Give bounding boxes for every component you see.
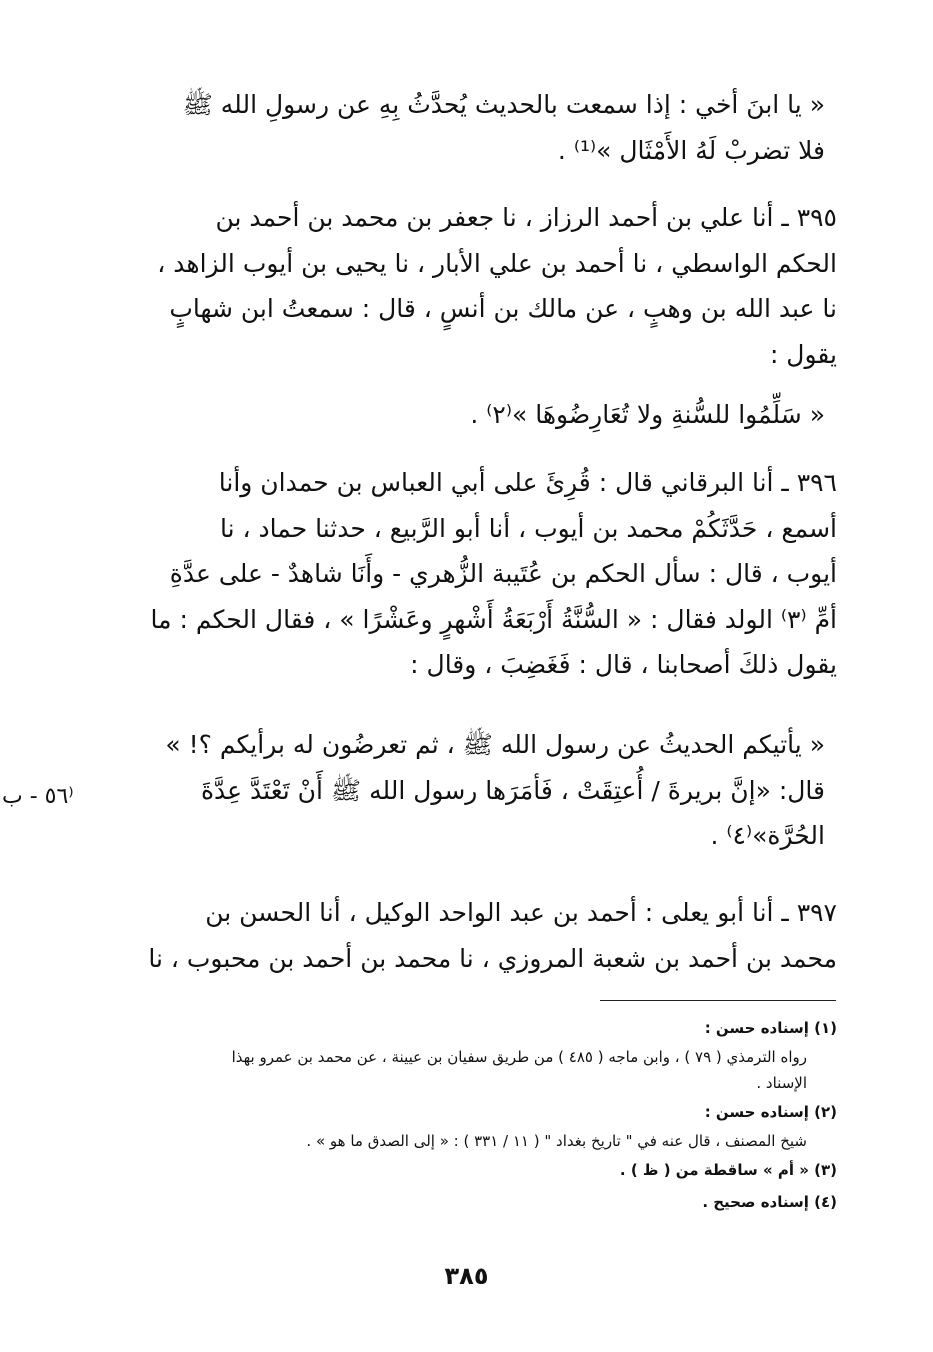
footnote-1-body: رواه الترمذي ( ٧٩ ) ، وابن ماجه ( ٤٨٥ ) من طريق سفيان بن عيينة ، عن محمد بن عمرو بهذا bbox=[231, 1048, 807, 1066]
line: يقول ذلكَ أصحابنا ، قال : فَغَضِبَ ، وقال : bbox=[410, 650, 837, 679]
line: « سَلِّمُوا للسُّنةِ ولا تُعَارِضُوهَا »⁽٢⁾ . bbox=[470, 400, 825, 429]
line: ٣٩٦ ـ أنا البرقاني قال : قُرِئَ على أبي العباس بن حمدان وأنا bbox=[218, 468, 837, 497]
hadith-395 bbox=[97, 195, 837, 377]
line: « يأتيكم الحديثُ عن رسول الله ﷺ ، ثم تعرضُون له برأيكم ؟! » bbox=[165, 730, 825, 759]
footnote-1-body: الإسناد . bbox=[756, 1074, 807, 1092]
line: أيوب ، قال : سأل الحكم بن عُتَيبة الزُّهري - وأَنَا شاهدٌ - على عدَّةِ bbox=[169, 559, 837, 588]
paragraph-5 bbox=[97, 722, 837, 859]
line: ٣٩٥ ـ أنا علي بن أحمد الرزاز ، نا جعفر بن محمد بن أحمد بن bbox=[215, 203, 837, 232]
main-text bbox=[97, 722, 837, 859]
main-text bbox=[97, 890, 837, 981]
hadith-396 bbox=[97, 460, 837, 688]
page-number: ٣٨٥ bbox=[444, 1262, 489, 1290]
line: أسمع ، حَدَّثَكُمْ محمد بن أيوب ، أنا أبو الرَّبيع ، حدثنا حماد ، نا bbox=[219, 513, 837, 543]
main-text bbox=[97, 195, 837, 377]
line: ٣٩٧ ـ أنا أبو يعلى : أحمد بن عبد الواحد الوكيل ، أنا الحسن بن bbox=[205, 898, 837, 927]
line: يقول : bbox=[769, 339, 837, 369]
line: الحُرَّة»⁽٤⁾ . bbox=[710, 821, 825, 850]
main-text bbox=[97, 460, 837, 688]
line: الحكم الواسطي ، نا أحمد بن علي الأبار ، نا يحيى بن أيوب الزاهد ، bbox=[157, 248, 837, 278]
hadith-397 bbox=[97, 890, 837, 981]
line: « يا ابنَ أخي : إذا سمعت بالحديث يُحدَّثُ بِهِ عن رسولِ الله ﷺ bbox=[182, 90, 825, 119]
footnotes bbox=[97, 1012, 837, 1218]
line: أمِّ ⁽٣⁾ الولد فقال : « السُّنَّةُ أَرْبَعَةُ أَشْهرٍ وعَشْرًا » ، فقال الحكم : ما bbox=[150, 604, 837, 634]
paragraph-3 bbox=[97, 392, 837, 438]
line: محمد بن أحمد بن شعبة المروزي ، نا محمد بن أحمد بن محبوب ، نا bbox=[148, 943, 837, 973]
line: فلا تضربْ لَهُ الأَمْثَال »⁽¹⁾ . bbox=[557, 135, 825, 165]
footnote-separator bbox=[600, 1000, 836, 1001]
footnote-4: (٤) إسناده صحيح . bbox=[702, 1193, 837, 1211]
main-text bbox=[97, 82, 837, 173]
paragraph-1 bbox=[97, 82, 837, 173]
main-text bbox=[97, 392, 837, 438]
line: قال: «إنَّ بريرةَ / أُعتِقَتْ ، فَأمَرَها رسول الله ﷺ أَنْ تَعْتَدَّ عِدَّةَ bbox=[200, 775, 825, 805]
margin-folio-note: ⁽٥٦ - ب bbox=[2, 784, 74, 809]
footnote-2-head: (٢) إسناده حسن : bbox=[704, 1103, 837, 1121]
footnote-3: (٣) « أم » ساقطة من ( ظ ) . bbox=[619, 1161, 837, 1179]
line: نا عبد الله بن وهبٍ ، عن مالك بن أنسٍ ، قال : سمعتُ ابن شهابٍ bbox=[169, 294, 837, 323]
footnote-1-head: (١) إسناده حسن : bbox=[704, 1019, 837, 1037]
footnote-2-body: شيخ المصنف ، قال عنه في " تاريخ بغداد " ( ١١ / ٣٣١ ) : « إلى الصدق ما هو » . bbox=[306, 1132, 807, 1150]
